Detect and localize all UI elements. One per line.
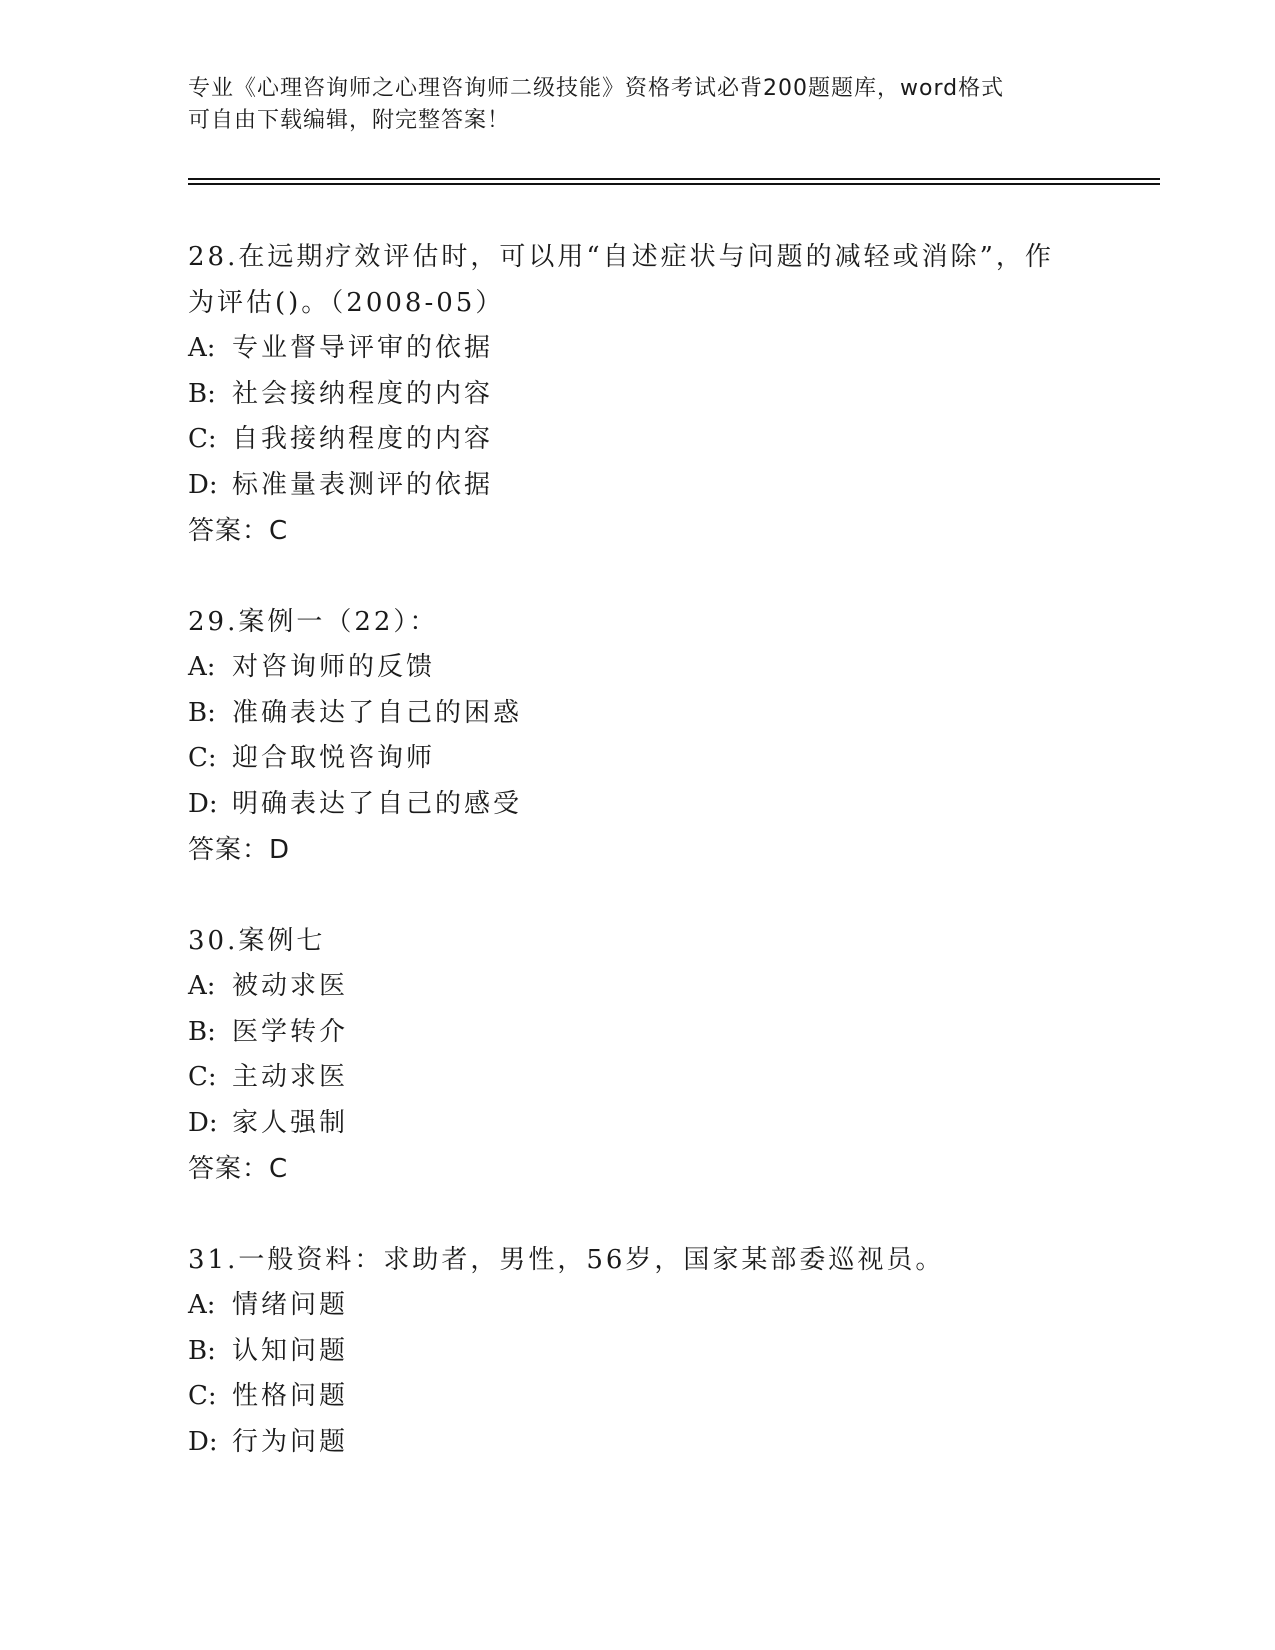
option-letter: A: (188, 1290, 216, 1320)
option-letter: B: (188, 697, 216, 728)
option-text: 认知问题 (232, 1335, 349, 1366)
answer-line: 答案：C (188, 516, 289, 546)
option-b (188, 372, 1088, 418)
question-31 (188, 1237, 1088, 1465)
question-28 (188, 234, 1088, 554)
option-text: 性格问题 (232, 1381, 349, 1411)
question-stem: 31.一般资料：求助者，男性，56岁，国家某部委巡视员。 (188, 1245, 945, 1275)
option-text: 专业督导评审的依据 (232, 333, 494, 363)
option-text: 准确表达了自己的困惑 (232, 697, 523, 728)
option-letter: A: (188, 971, 216, 1001)
option-text: 情绪问题 (232, 1290, 349, 1320)
option-letter: D: (188, 788, 218, 819)
option-d (188, 1101, 1088, 1147)
option-text: 迎合取悦咨询师 (232, 743, 436, 773)
option-letter: C: (188, 1381, 217, 1411)
option-d (188, 1420, 1088, 1466)
option-c (188, 736, 1088, 782)
option-c (188, 1374, 1088, 1420)
option-letter: C: (188, 1062, 217, 1092)
answer-line: 答案：D (188, 835, 291, 865)
option-letter: C: (188, 424, 217, 454)
option-text: 自我接纳程度的内容 (232, 424, 494, 454)
option-text: 标准量表测评的依据 (232, 469, 494, 500)
document-header (188, 73, 1088, 137)
option-text: 被动求医 (232, 971, 349, 1001)
question-29 (188, 599, 1088, 873)
header-divider-top (188, 178, 1160, 180)
option-letter: B: (188, 1335, 216, 1366)
option-text: 社会接纳程度的内容 (232, 378, 494, 409)
option-letter: A: (188, 652, 216, 682)
option-d (188, 463, 1088, 509)
header-line-2: 可自由下载编辑，附完整答案！ (188, 108, 511, 133)
option-letter: B: (188, 1016, 216, 1047)
option-b (188, 1329, 1088, 1375)
option-c (188, 1055, 1088, 1101)
question-30 (188, 918, 1088, 1192)
option-c (188, 417, 1088, 463)
option-text: 家人强制 (232, 1107, 349, 1138)
question-stem: 29.案例一（22）： (188, 607, 439, 637)
question-stem: 30.案例七 (188, 926, 326, 956)
header-divider-bottom (188, 183, 1160, 185)
option-letter: D: (188, 1426, 218, 1457)
option-letter: D: (188, 469, 218, 500)
question-stem-continued: 为评估()。（2008-05） (188, 288, 505, 318)
option-letter: D: (188, 1107, 218, 1138)
option-letter: B: (188, 378, 216, 409)
option-text: 明确表达了自己的感受 (232, 788, 523, 819)
option-letter: A: (188, 333, 216, 363)
option-b (188, 691, 1088, 737)
option-d (188, 782, 1088, 828)
option-b (188, 1010, 1088, 1056)
option-text: 主动求医 (232, 1062, 349, 1092)
option-text: 行为问题 (232, 1426, 349, 1457)
option-a (188, 1283, 1088, 1329)
header-line-1: 专业《心理咨询师之心理咨询师二级技能》资格考试必背200题题库，word格式 (188, 76, 1005, 101)
option-a (188, 645, 1088, 691)
option-a (188, 326, 1088, 372)
option-text: 医学转介 (232, 1016, 349, 1047)
question-stem: 28.在远期疗效评估时，可以用“自述症状与问题的减轻或消除”，作 (188, 242, 1054, 272)
option-a (188, 964, 1088, 1010)
answer-line: 答案：C (188, 1154, 289, 1184)
option-letter: C: (188, 743, 217, 773)
option-text: 对咨询师的反馈 (232, 652, 436, 682)
question-list (188, 234, 1088, 1510)
